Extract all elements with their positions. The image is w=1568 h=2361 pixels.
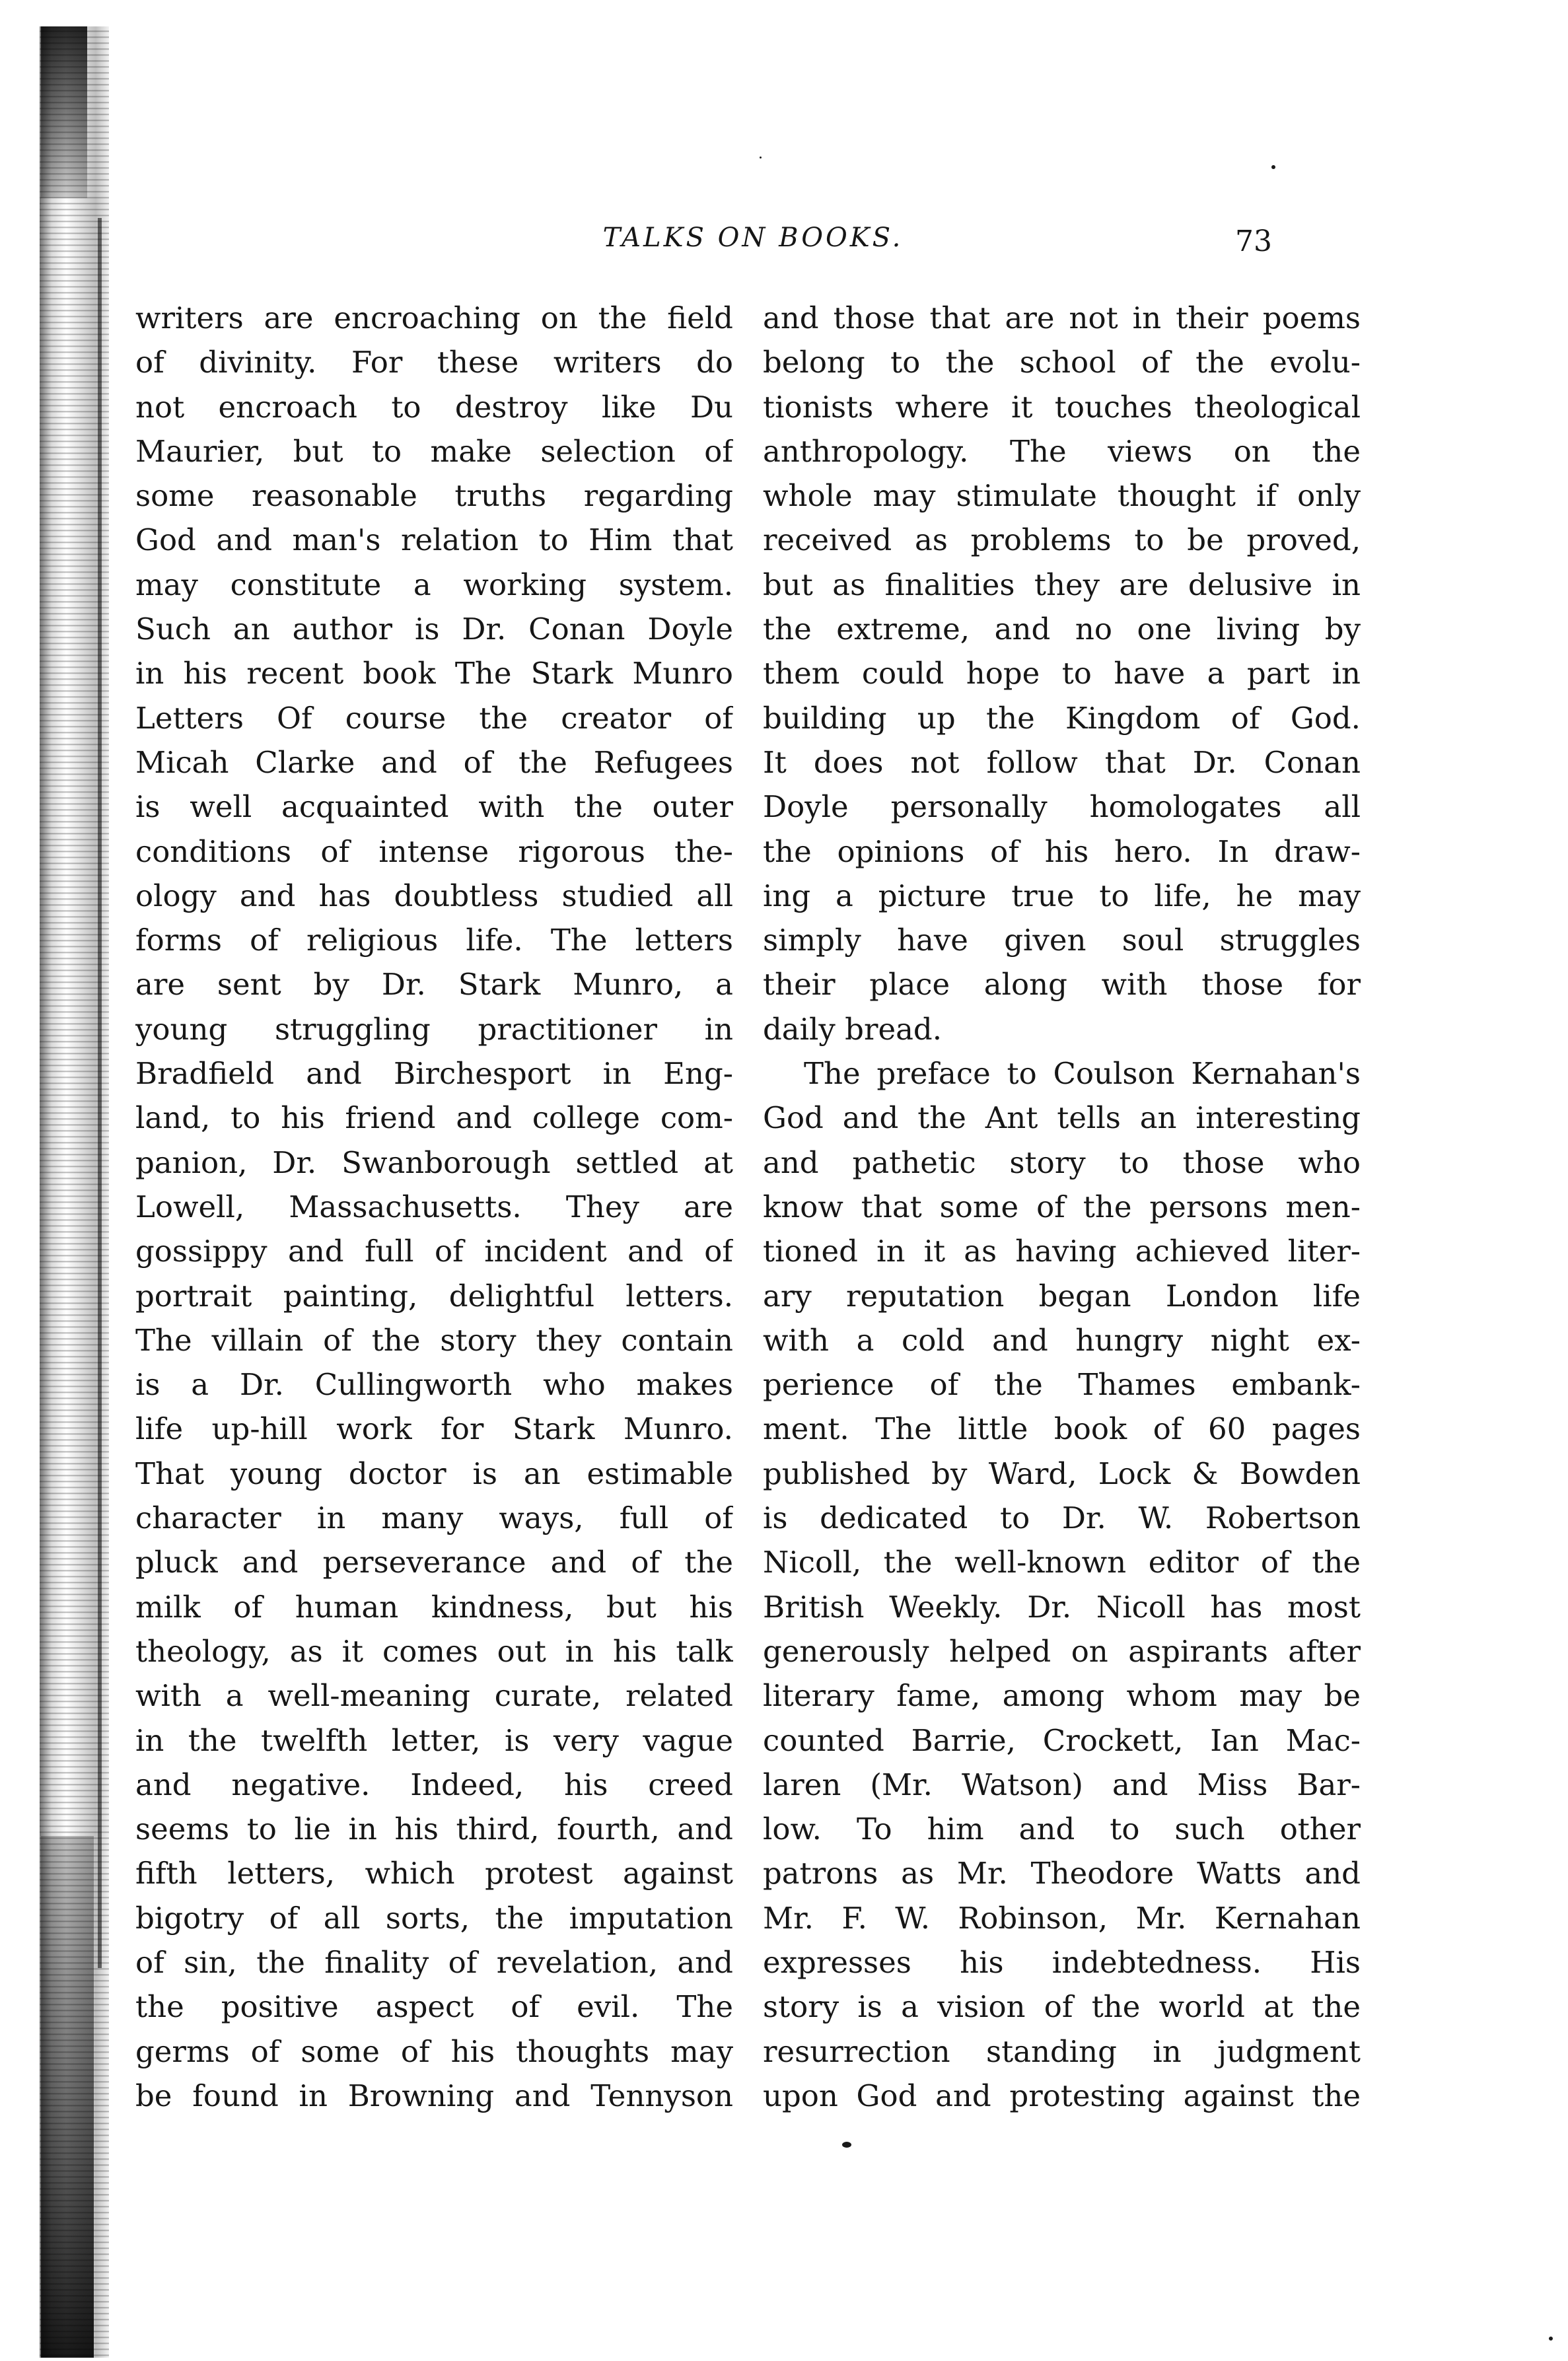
text-line: expresses his indebtedness. His	[763, 1944, 1361, 1980]
text-line: the extreme, and no one living by	[763, 612, 1361, 647]
text-line: tionists where it touches theological	[763, 389, 1361, 425]
text-line: in the twelfth letter, is very vague	[135, 1722, 733, 1758]
text-line: building up the Kingdom of God.	[763, 700, 1361, 736]
text-line: simply have given soul struggles	[763, 923, 1361, 958]
text-line: perience of the Thames embank-	[763, 1367, 1361, 1403]
text-line: ing a picture true to life, he may	[763, 878, 1361, 913]
text-line: young struggling practitioner in	[135, 1011, 733, 1047]
text-line: received as problems to be proved,	[763, 522, 1361, 558]
text-line: germs of some of his thoughts may	[135, 2033, 733, 2069]
text-line: their place along with those for	[763, 967, 1361, 1003]
text-line: and those that are not in their poems	[763, 300, 1361, 335]
paragraph-first-line: The preface to Coulson Kernahan's	[804, 1056, 1361, 1092]
text-line: portrait painting, delightful letters.	[135, 1278, 733, 1314]
text-line: low. To him and to such other	[763, 1812, 1361, 1847]
text-line: is well acquainted with the outer	[135, 789, 733, 825]
text-line: Mr. F. W. Robinson, Mr. Kernahan	[763, 1900, 1361, 1936]
text-line: them could hope to have a part in	[763, 656, 1361, 691]
left-column	[135, 296, 733, 2118]
scan-speck	[760, 157, 762, 159]
text-line: theology, as it comes out in his talk	[135, 1633, 733, 1669]
binding-shadow-top	[41, 26, 87, 198]
text-line: belong to the school of the evolu-	[763, 345, 1361, 380]
text-line: Lowell, Massachusetts. They are	[135, 1189, 733, 1224]
text-line: laren (Mr. Watson) and Miss Bar-	[763, 1767, 1361, 1802]
text-line: panion, Dr. Swanborough settled at	[135, 1145, 733, 1180]
text-line: Bradfield and Birchesport in Eng-	[135, 1056, 733, 1092]
text-line: ment. The little book of 60 pages	[763, 1411, 1361, 1447]
text-line: and pathetic story to those who	[763, 1145, 1361, 1180]
text-line: British Weekly. Dr. Nicoll has most	[763, 1589, 1361, 1625]
text-line: gossippy and full of incident and of	[135, 1234, 733, 1269]
text-line: counted Barrie, Crockett, Ian Mac-	[763, 1722, 1361, 1758]
text-line: God and the Ant tells an interesting	[763, 1100, 1361, 1136]
right-column	[763, 296, 1361, 2118]
text-line: know that some of the persons men-	[763, 1189, 1361, 1224]
running-head	[0, 218, 1568, 264]
text-line: patrons as Mr. Theodore Watts and	[763, 1856, 1361, 1891]
text-line: life up-hill work for Stark Munro.	[135, 1411, 733, 1447]
text-line: writers are encroaching on the field	[135, 300, 733, 335]
text-line: ology and has doubtless studied all	[135, 878, 733, 913]
text-line: may constitute a working system.	[135, 567, 733, 602]
text-line: ary reputation began London life	[763, 1278, 1361, 1314]
text-line: of sin, the finality of revelation, and	[135, 1944, 733, 1980]
text-line: conditions of intense rigorous the-	[135, 833, 733, 869]
text-line: story is a vision of the world at the	[763, 1989, 1361, 2025]
text-line: Nicoll, the well-known editor of the	[763, 1545, 1361, 1580]
text-line: daily bread.	[763, 1011, 943, 1047]
text-line: is dedicated to Dr. W. Robertson	[763, 1500, 1361, 1536]
text-line: of divinity. For these writers do	[135, 345, 733, 380]
text-line: literary fame, among whom may be	[763, 1678, 1361, 1714]
text-line: with a cold and hungry night ex-	[763, 1322, 1361, 1358]
text-line: That young doctor is an estimable	[135, 1456, 733, 1491]
text-line: be found in Browning and Tennyson	[135, 2078, 733, 2113]
text-line: God and man's relation to Him that	[135, 522, 733, 558]
text-line: and negative. Indeed, his creed	[135, 1767, 733, 1802]
text-line: in his recent book The Stark Munro	[135, 656, 733, 691]
page-number: 73	[1235, 225, 1272, 258]
text-line: Such an author is Dr. Conan Doyle	[135, 612, 733, 647]
text-line: the opinions of his hero. In draw-	[763, 833, 1361, 869]
text-line: generously helped on aspirants after	[763, 1633, 1361, 1669]
scan-speck	[1271, 165, 1275, 169]
text-line: are sent by Dr. Stark Munro, a	[135, 967, 733, 1003]
text-line: Maurier, but to make selection of	[135, 433, 733, 469]
text-line: tioned in it as having achieved liter-	[763, 1234, 1361, 1269]
text-line: with a well-meaning curate, related	[135, 1678, 733, 1714]
text-line: fifth letters, which protest against	[135, 1856, 733, 1891]
text-line: It does not follow that Dr. Conan	[763, 744, 1361, 780]
text-line: forms of religious life. The letters	[135, 923, 733, 958]
text-line: not encroach to destroy like Du	[135, 389, 733, 425]
text-line: Doyle personally homologates all	[763, 789, 1361, 825]
binding-shadow-bottom	[41, 1836, 94, 2358]
text-line: milk of human kindness, but his	[135, 1589, 733, 1625]
text-line: The villain of the story they contain	[135, 1322, 733, 1358]
scan-speck	[842, 2142, 851, 2148]
text-line: bigotry of all sorts, the imputation	[135, 1900, 733, 1936]
text-line: whole may stimulate thought if only	[763, 478, 1361, 514]
text-line: the positive aspect of evil. The	[135, 1989, 733, 2025]
text-line: anthropology. The views on the	[763, 433, 1361, 469]
text-line: Letters Of course the creator of	[135, 700, 733, 736]
text-line: some reasonable truths regarding	[135, 478, 733, 514]
text-line: pluck and perseverance and of the	[135, 1545, 733, 1580]
text-line: is a Dr. Cullingworth who makes	[135, 1367, 733, 1403]
text-line: Micah Clarke and of the Refugees	[135, 744, 733, 780]
binding-spine-line	[98, 218, 102, 1968]
text-line: character in many ways, full of	[135, 1500, 733, 1536]
running-title: TALKS ON BOOKS.	[602, 223, 904, 253]
text-line: published by Ward, Lock & Bowden	[763, 1456, 1361, 1491]
scan-speck	[1549, 2337, 1553, 2341]
text-line: seems to lie in his third, fourth, and	[135, 1812, 733, 1847]
text-line: but as finalities they are delusive in	[763, 567, 1361, 602]
text-line: resurrection standing in judgment	[763, 2033, 1361, 2069]
text-line: land, to his friend and college com-	[135, 1100, 733, 1136]
text-line: upon God and protesting against the	[763, 2078, 1361, 2113]
